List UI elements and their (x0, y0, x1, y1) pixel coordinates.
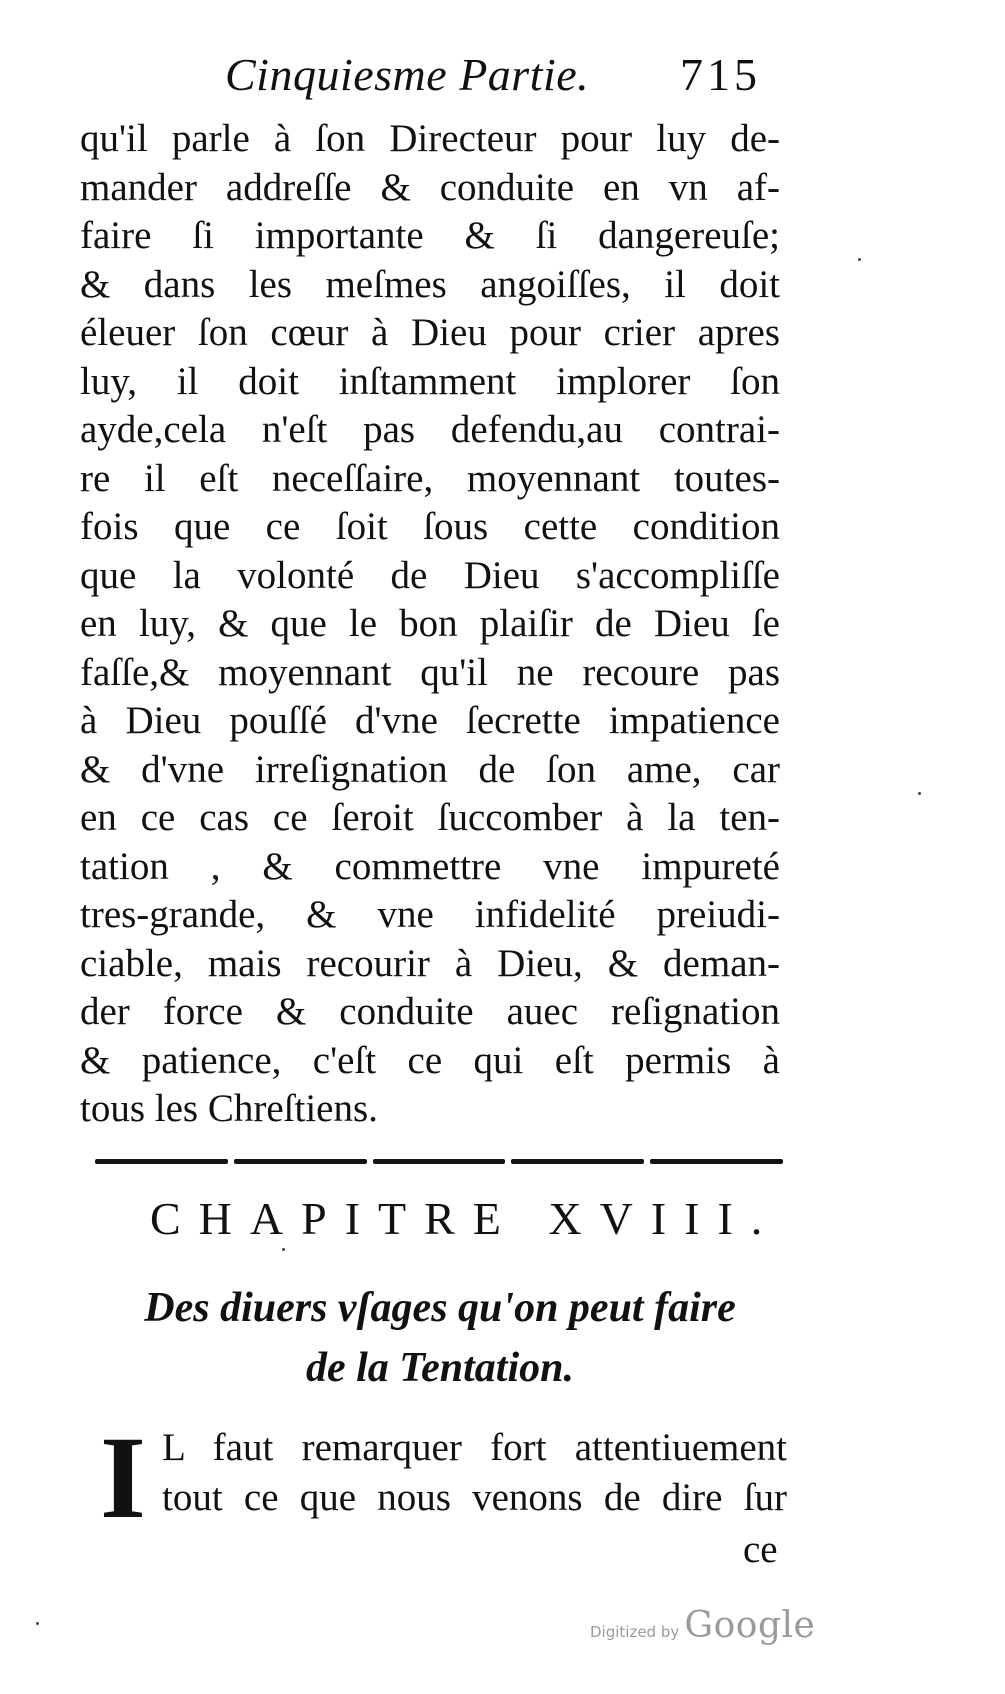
text-line: ciable, mais recourir à Dieu, & deman- (80, 941, 780, 985)
body-text (80, 115, 780, 1134)
text-line: luy, il doit inſtamment implorer ſon (80, 359, 780, 403)
subtitle-line: Des diuers vſages qu'on peut faire (144, 1285, 736, 1331)
text-line: mander addreſſe & conduite en vn af- (80, 165, 780, 209)
divider-segment (511, 1159, 644, 1164)
watermark-prefix: Digitized by (590, 1623, 680, 1641)
paper-speck (858, 258, 861, 261)
text-line: & patience, c'eſt ce qui eſt permis à (80, 1038, 780, 1082)
divider-segment (95, 1159, 228, 1164)
paper-speck (36, 1622, 39, 1625)
digitization-watermark (590, 1605, 815, 1646)
text-line: & dans les meſmes angoiſſes, il doit (80, 262, 780, 306)
text-line: & d'vne irreſignation de ſon ame, car (80, 747, 780, 791)
text-line: fois que ce ſoit ſous cette condition (80, 505, 780, 548)
text-line: faſſe,& moyennant qu'il ne recoure pas (80, 650, 780, 694)
text-line: faire ſi importante & ſi dangereuſe; (80, 214, 780, 257)
text-line: que la volonté de Dieu s'accompliſſe (80, 553, 780, 597)
text-line: der force & conduite auec reſignation (80, 990, 780, 1033)
text-line: en ce cas ce ſeroit ſuccomber à la ten- (80, 796, 780, 839)
running-title: Cinquiesme Partie. (225, 49, 590, 100)
text-line: re il eſt neceſſaire, moyennant toutes- (80, 456, 780, 500)
google-logo: Google (684, 1605, 816, 1646)
text-line: tous les Chreſtiens. (80, 1087, 378, 1130)
chapter-heading: CHAPITRE XVIII. (150, 1193, 781, 1244)
catchword: ce (743, 1528, 778, 1571)
paper-speck (282, 1248, 285, 1251)
text-line: à Dieu pouſſé d'vne ſecrette impatience (80, 699, 780, 742)
chapter-subtitle (90, 1278, 790, 1398)
text-line: tation , & commettre vne impureté (80, 844, 780, 888)
subtitle-line: de la Tentation. (306, 1345, 574, 1391)
text-line: qu'il parle à ſon Directeur pour luy de- (80, 117, 780, 160)
text-line: tout ce que nous venons de dire ſur (162, 1476, 787, 1519)
text-line: en luy, & que le bon plaiſir de Dieu ſe (80, 602, 780, 645)
divider-segment (650, 1159, 783, 1164)
drop-cap: I (100, 1412, 146, 1543)
divider-segment (373, 1159, 506, 1164)
section-divider (95, 1159, 783, 1164)
page-header (225, 48, 785, 108)
text-line: L faut remarquer fort attentiuement (162, 1426, 787, 1469)
page-number: 715 (680, 49, 761, 100)
text-line: ayde,cela n'eſt pas defendu,au contrai- (80, 408, 780, 451)
paper-speck (918, 792, 921, 795)
text-line: tres-grande, & vne infidelité preiudi- (80, 893, 780, 936)
divider-segment (234, 1159, 367, 1164)
chapter-opening-text (162, 1423, 787, 1523)
text-line: éleuer ſon cœur à Dieu pour crier apres (80, 311, 780, 354)
